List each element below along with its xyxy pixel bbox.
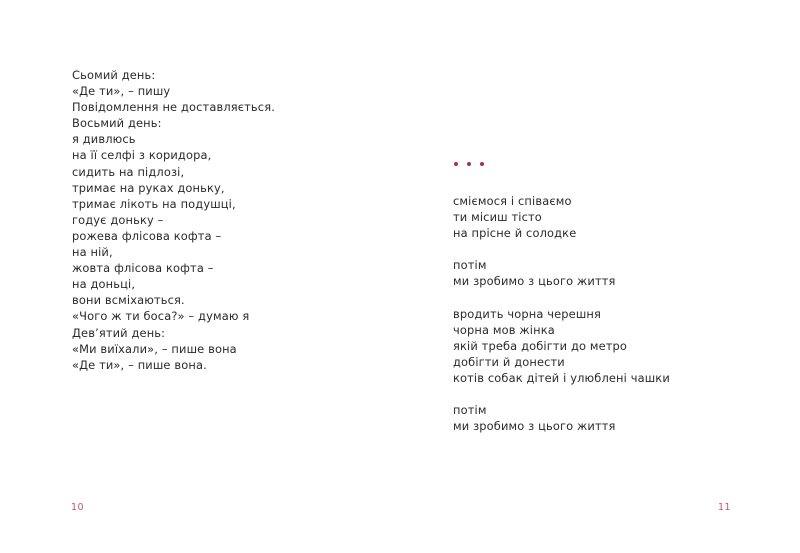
ornament-dot xyxy=(480,162,484,166)
poem-line: рожева флісова кофта – xyxy=(72,228,222,243)
poem-text xyxy=(72,67,275,373)
stanza-break xyxy=(453,241,670,257)
right-page xyxy=(400,0,800,553)
poem-line: годує доньку – xyxy=(72,212,164,227)
stanza-break xyxy=(453,290,670,306)
poem-line: сидить на підлозі, xyxy=(72,164,185,179)
poem-line: «Де ти», – пише вона. xyxy=(72,357,207,372)
poem-line: на ній, xyxy=(72,245,113,260)
poem-line: добігти й донести xyxy=(453,354,565,369)
poem-line: вродить чорна черешня xyxy=(453,306,601,321)
section-break-ornament xyxy=(454,162,484,166)
poem-line: тримає на руках доньку, xyxy=(72,180,225,195)
poem-line: Дев’ятий день: xyxy=(72,325,166,340)
poem-line: я дивлюсь xyxy=(72,132,136,147)
ornament-dot xyxy=(467,162,471,166)
poem-line: Сьомий день: xyxy=(72,68,156,82)
poem-line: Повідомлення не доставляється. xyxy=(72,100,275,115)
poem-line: «Де ти», – пишу xyxy=(72,84,171,99)
stanza-break xyxy=(453,386,670,402)
ornament-dot xyxy=(454,162,458,166)
poem-line: на її селфі з коридора, xyxy=(72,148,212,163)
poem-line: якій треба добігти до метро xyxy=(453,338,628,353)
poem-line: ти місиш тісто xyxy=(453,210,542,225)
page-number: 11 xyxy=(718,502,731,513)
poem-line: потім xyxy=(453,258,487,273)
poem-line: ми зробимо з цього життя xyxy=(453,274,616,289)
poem-line: на прісне й солодке xyxy=(453,226,577,241)
poem-line: сміємося і співаємо xyxy=(453,194,572,208)
poem-line: «Чого ж ти боса?» – думаю я xyxy=(72,309,250,324)
poem-line: потім xyxy=(453,403,487,418)
poem-line: чорна мов жінка xyxy=(453,322,555,337)
poem-line: ми зробимо з цього життя xyxy=(453,419,616,434)
poem-line: «Ми виїхали», – пише вона xyxy=(72,341,237,356)
poem-line: вони всміхаються. xyxy=(72,293,185,308)
poem-line: на доньці, xyxy=(72,277,136,292)
poem-line: тримає лікоть на подушці, xyxy=(72,196,236,211)
page-number: 10 xyxy=(71,502,84,513)
poem-line: Восьмий день: xyxy=(72,116,162,131)
poem-text xyxy=(453,193,670,434)
poem-line: жовта флісова кофта – xyxy=(72,261,214,276)
poem-line: котів собак дітей і улюблені чашки xyxy=(453,371,670,386)
